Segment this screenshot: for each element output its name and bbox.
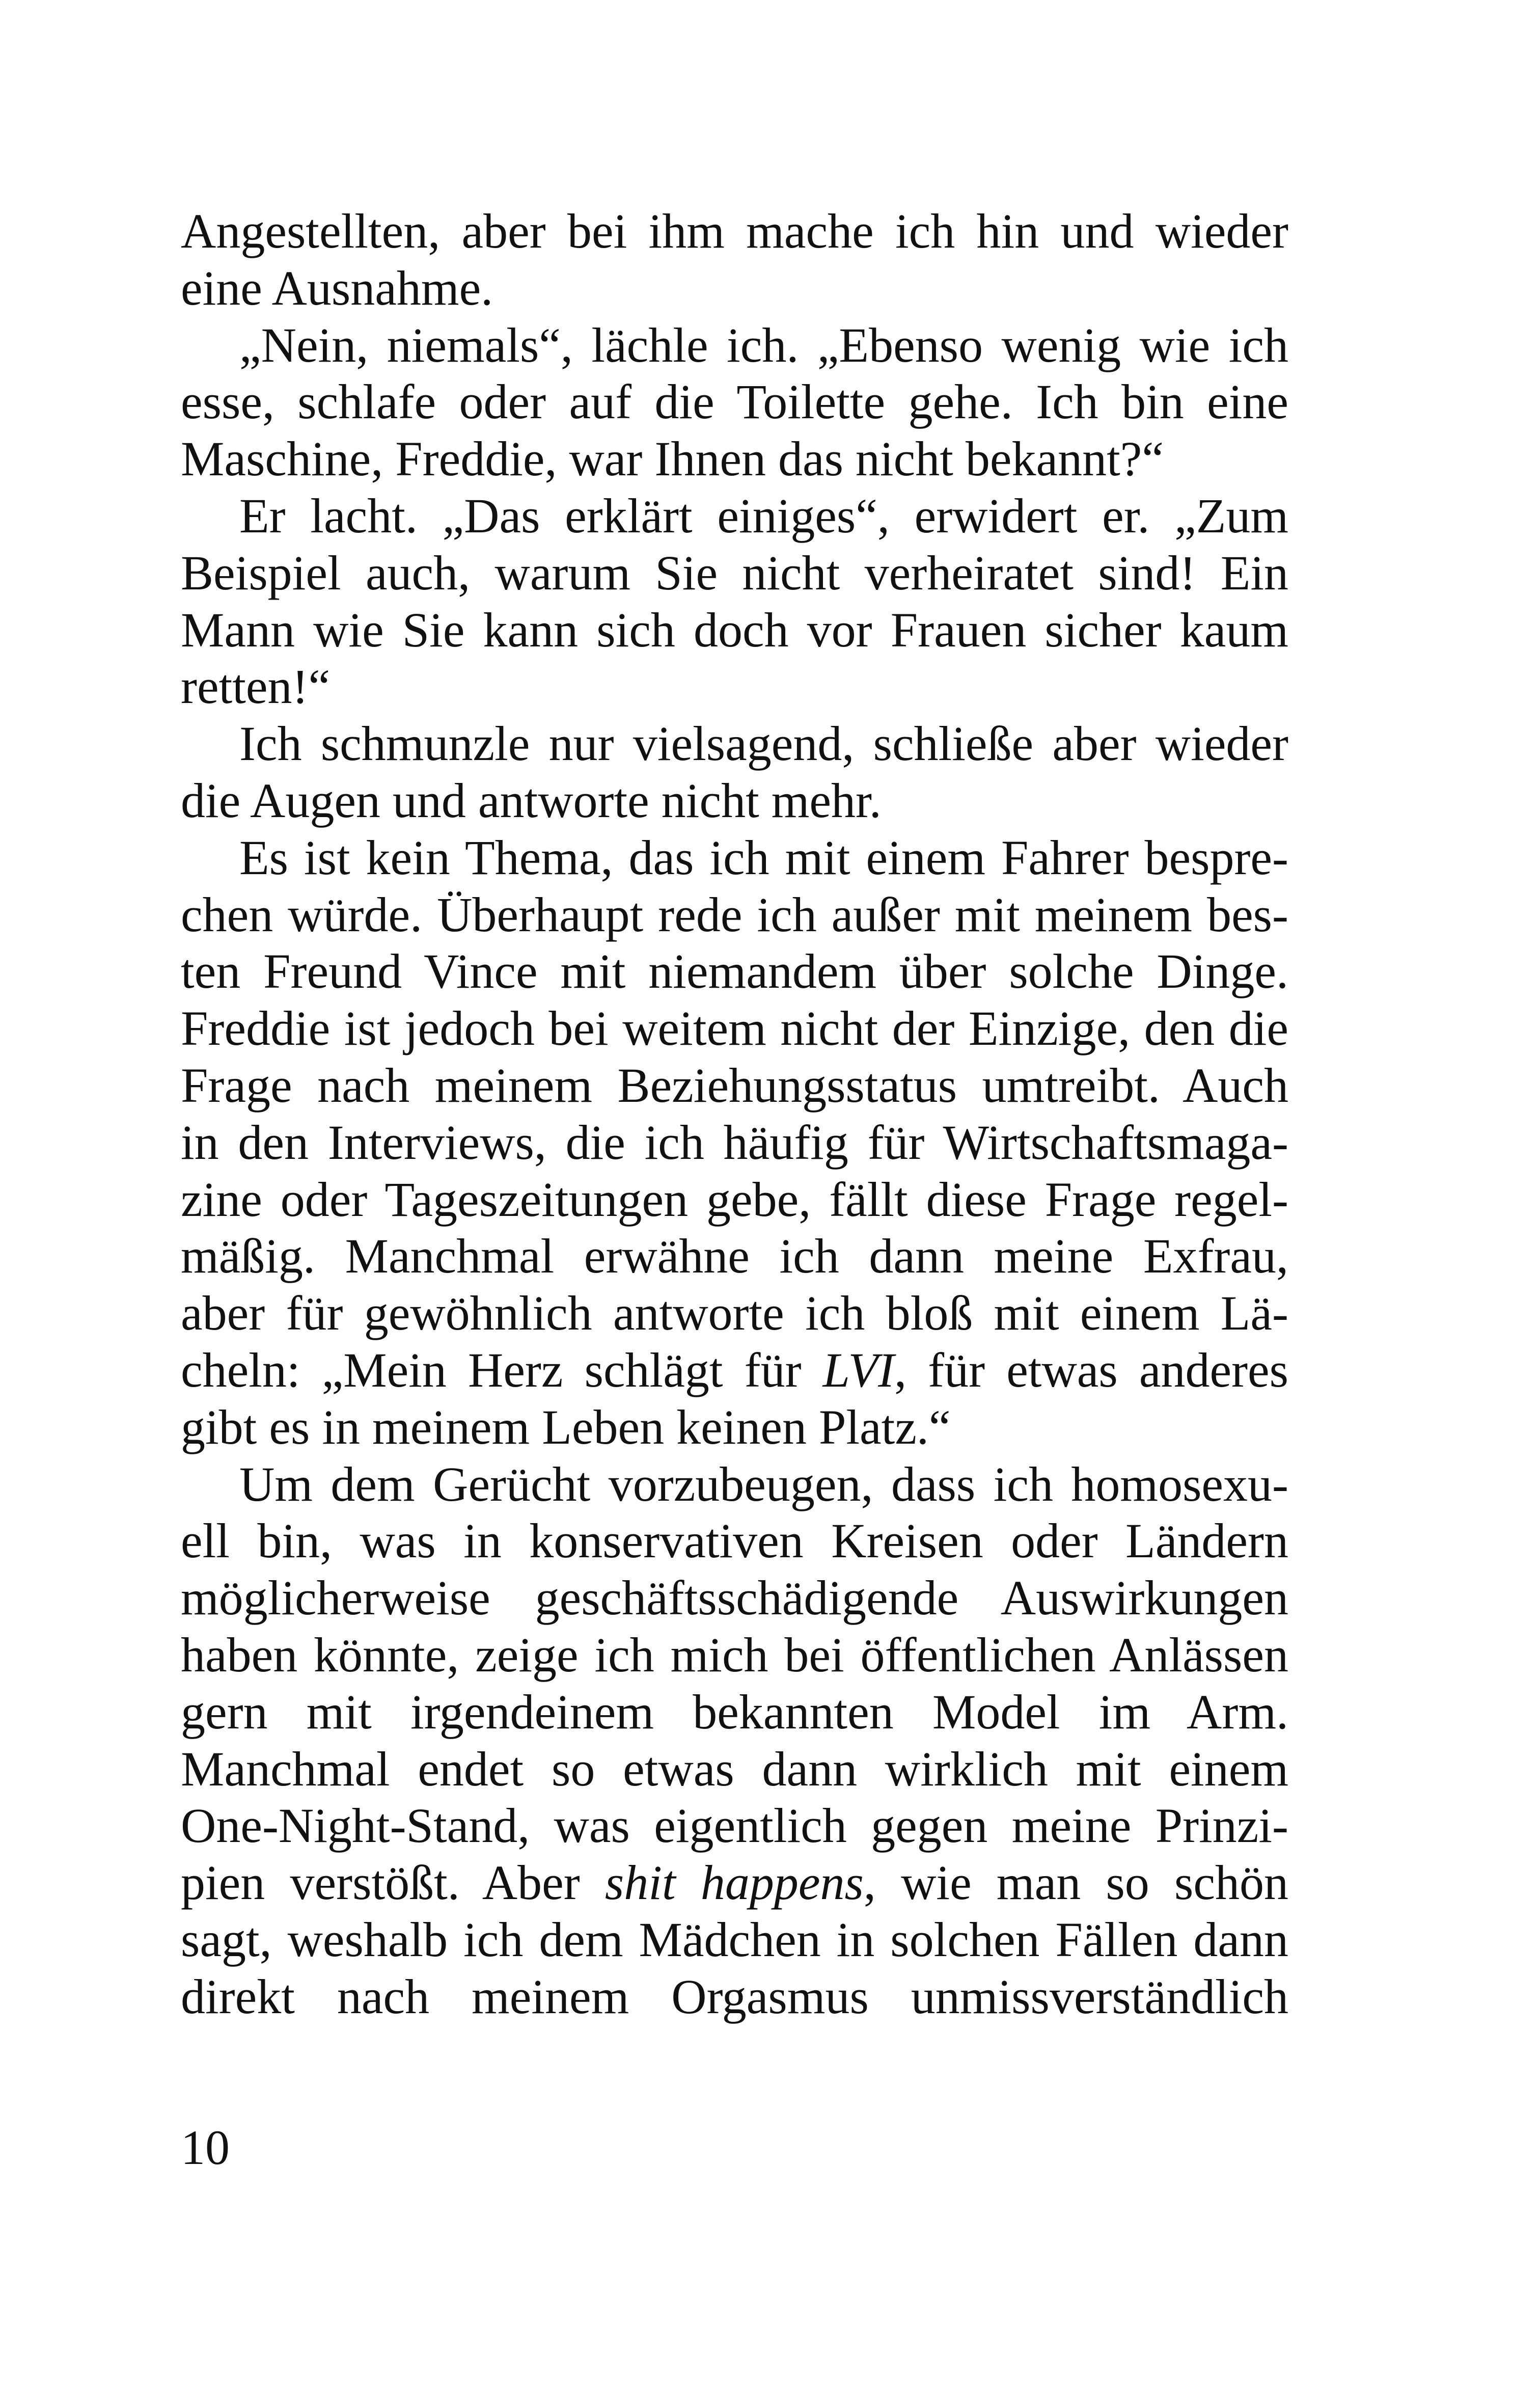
text-line: haben könnte, zeige ich mich bei öffentlichen Anlässen [181,1627,1288,1682]
text-line: zine oder Tageszeitungen gebe, fällt diese Frage regel- [181,1172,1288,1227]
body-text [181,203,1288,2025]
text-line [181,1854,1288,1911]
text-line [181,1342,1288,1399]
text-line: die Augen und antworte nicht mehr. [181,773,882,828]
text-line: sagt, weshalb ich dem Mädchen in solchen Fällen dann [181,1912,1288,1967]
text-segment: , für etwas anderes [894,1342,1289,1397]
text-line: Er lacht. „Das erklärt einiges“, erwidert er. „Zum [239,488,1288,543]
text-line: Mann wie Sie kann sich doch vor Frauen sicher kaum [181,602,1288,657]
text-line: aber für gewöhnlich antworte ich bloß mit einem Lä- [181,1286,1288,1341]
text-line: ten Freund Vince mit niemandem über solche Dinge. [181,944,1288,999]
text-line: esse, schlafe oder auf die Toilette gehe. Ich bin eine [181,374,1288,429]
text-segment: , wie man so schön [863,1855,1289,1910]
text-line: gern mit irgendeinem bekannten Model im Arm. [181,1684,1288,1739]
text-line: Angestellten, aber bei ihm mache ich hin und wieder [181,204,1288,258]
text-line: eine Ausnahme. [181,260,493,315]
italic-phrase: shit happens [604,1855,864,1910]
text-line: mäßig. Manchmal erwähne ich dann meine Exfrau, [181,1229,1288,1284]
text-line: möglicherweise geschäftsschädigende Auswirkungen [181,1570,1288,1626]
text-line: Beispiel auch, warum Sie nicht verheiratet sind! Ein [181,545,1288,600]
text-line: Maschine, Freddie, war Ihnen das nicht bekannt?“ [181,431,1164,486]
page-number: 10 [181,2120,230,2175]
italic-brand-name: LVI [822,1342,895,1397]
text-line: Ich schmunzle nur vielsagend, schließe aber wieder [239,716,1288,771]
text-segment: pien verstößt. Aber [181,1855,605,1910]
text-line: Frage nach meinem Beziehungsstatus umtreibt. Auch [181,1058,1288,1113]
text-line: Um dem Gerücht vorzubeugen, dass ich homosexu- [239,1456,1288,1511]
text-line: ell bin, was in konservativen Kreisen oder Ländern [181,1513,1288,1568]
text-line: Freddie ist jedoch bei weitem nicht der Einzige, den die [181,1001,1288,1056]
text-line: One-Night-Stand, was eigentlich gegen meine Prinzi- [181,1798,1288,1853]
text-line: Es ist kein Thema, das ich mit einem Fahrer bespre- [239,830,1288,885]
text-line: chen würde. Überhaupt rede ich außer mit meinem bes- [181,887,1288,942]
text-line: direkt nach meinem Orgasmus unmissverständlich [181,1969,1288,2024]
text-line: retten!“ [181,659,331,714]
text-line: Manchmal endet so etwas dann wirklich mit einem [181,1741,1288,1796]
text-line: „Nein, niemals“, lächle ich. „Ebenso wenig wie ich [239,317,1288,372]
text-line: gibt es in meinem Leben keinen Platz.“ [181,1399,951,1454]
text-line: in den Interviews, die ich häufig für Wirtschaftsmaga- [181,1115,1288,1170]
text-segment: cheln: „Mein Herz schlägt für [181,1342,823,1397]
